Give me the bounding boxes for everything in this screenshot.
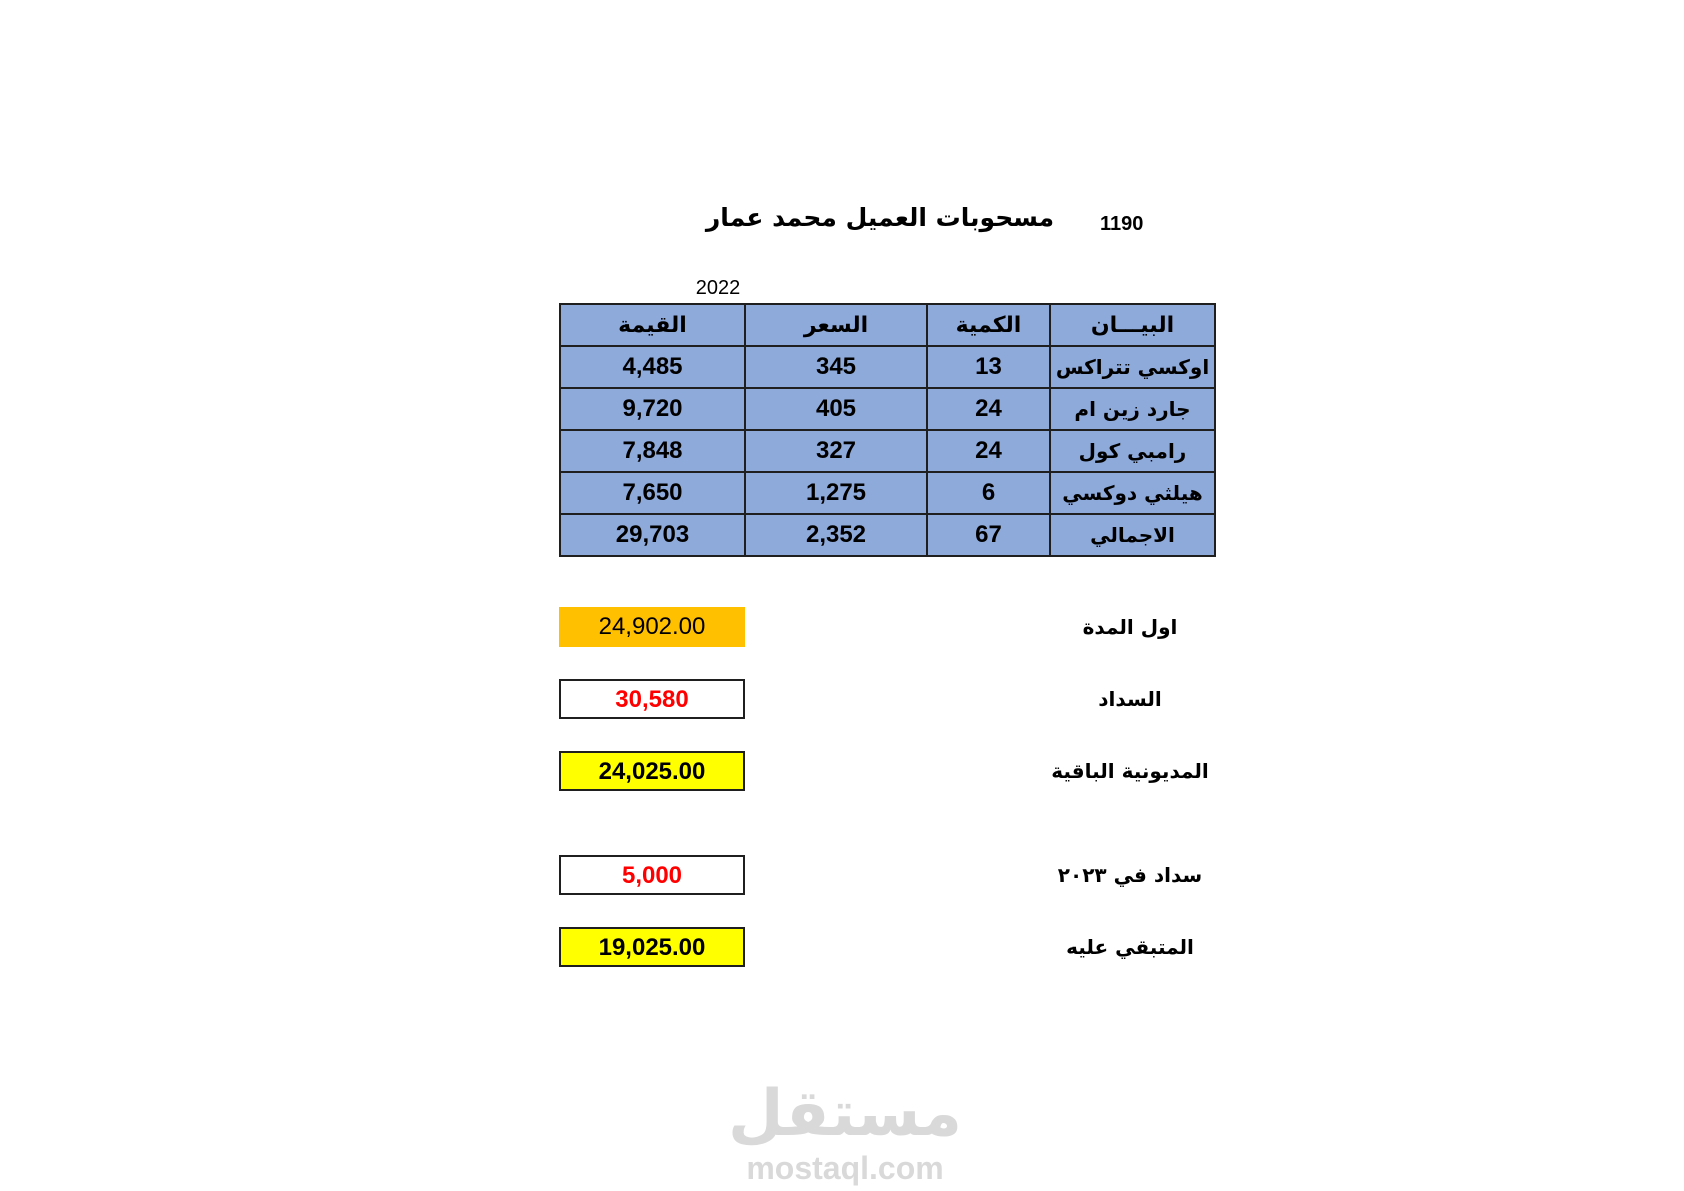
quantity-cell: 24 bbox=[927, 430, 1050, 472]
header-item: البيـــان bbox=[1050, 304, 1215, 346]
payment-label: السداد bbox=[1098, 687, 1162, 711]
item-cell: رامبي كول bbox=[1050, 430, 1215, 472]
remaining-debt-label: المديونية الباقية bbox=[1051, 759, 1209, 783]
total-quantity: 67 bbox=[927, 514, 1050, 556]
balance-due-label: المتبقي عليه bbox=[1066, 935, 1194, 959]
table-row bbox=[560, 430, 1215, 472]
payment-2023-value: 5,000 bbox=[559, 855, 745, 895]
header-quantity: الكمية bbox=[927, 304, 1050, 346]
quantity-cell: 24 bbox=[927, 388, 1050, 430]
table-row bbox=[560, 346, 1215, 388]
value-cell: 4,485 bbox=[560, 346, 745, 388]
opening-balance-value: 24,902.00 bbox=[559, 607, 745, 647]
price-cell: 405 bbox=[745, 388, 927, 430]
total-label: الاجمالي bbox=[1050, 514, 1215, 556]
quantity-cell: 13 bbox=[927, 346, 1050, 388]
price-cell: 345 bbox=[745, 346, 927, 388]
watermark-url: mostaql.com bbox=[746, 1150, 944, 1186]
value-cell: 7,650 bbox=[560, 472, 745, 514]
table-header-row bbox=[560, 304, 1215, 346]
table-row bbox=[560, 388, 1215, 430]
item-cell: هيلثي دوكسي bbox=[1050, 472, 1215, 514]
balance-due-value: 19,025.00 bbox=[559, 927, 745, 967]
page-title: مسحوبات العميل محمد عمار bbox=[705, 203, 1055, 232]
value-cell: 9,720 bbox=[560, 388, 745, 430]
item-cell: جارد زين ام bbox=[1050, 388, 1215, 430]
price-cell: 1,275 bbox=[745, 472, 927, 514]
year-label: 2022 bbox=[695, 277, 741, 299]
price-cell: 327 bbox=[745, 430, 927, 472]
table-row bbox=[560, 472, 1215, 514]
total-value: 29,703 bbox=[560, 514, 745, 556]
opening-balance-label: اول المدة bbox=[1082, 615, 1178, 639]
mostaql-watermark bbox=[720, 1078, 970, 1186]
value-cell: 7,848 bbox=[560, 430, 745, 472]
customer-number: 1190 bbox=[1100, 213, 1144, 235]
header-value: القيمة bbox=[560, 304, 745, 346]
header-price: السعر bbox=[745, 304, 927, 346]
quantity-cell: 6 bbox=[927, 472, 1050, 514]
watermark-logo: مستقل bbox=[727, 1077, 963, 1151]
payment-value: 30,580 bbox=[559, 679, 745, 719]
payment-2023-label: سداد في ٢٠٢٣ bbox=[1057, 863, 1203, 887]
table-total-row bbox=[560, 514, 1215, 556]
item-cell: اوكسي تتراكس bbox=[1050, 346, 1215, 388]
remaining-debt-value: 24,025.00 bbox=[559, 751, 745, 791]
total-price: 2,352 bbox=[745, 514, 927, 556]
withdrawals-table bbox=[559, 303, 1214, 548]
